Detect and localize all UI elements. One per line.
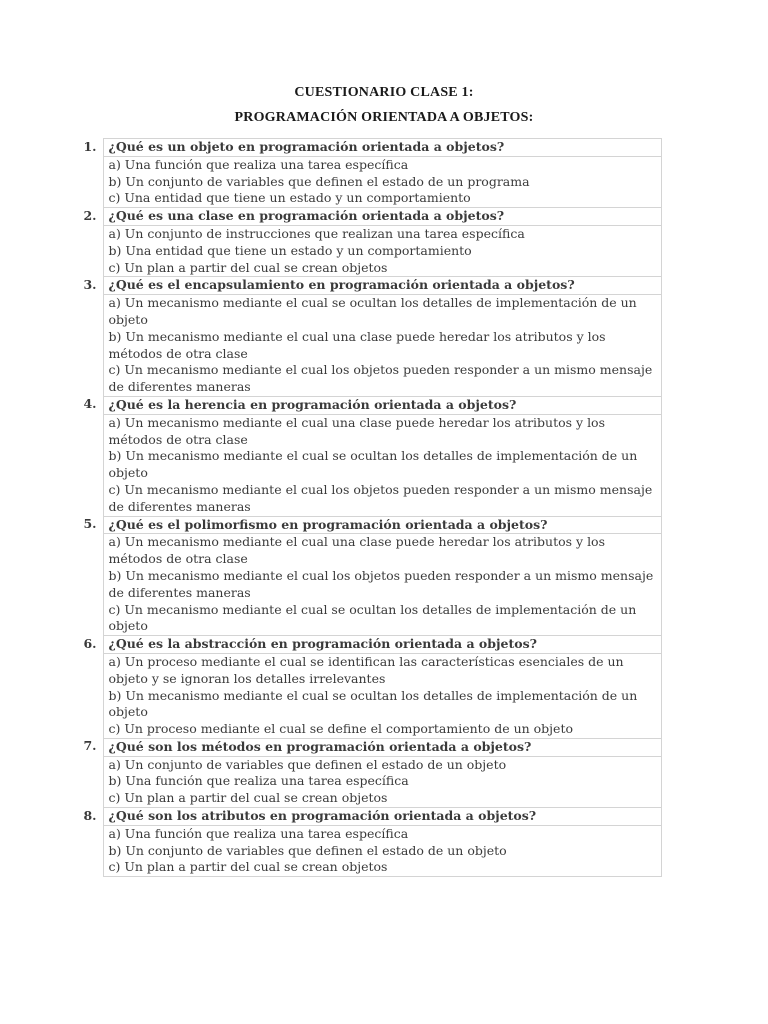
answer-option: b) Un mecanismo mediante el cual los objetos pueden responder a un mismo mensaje de diferentes maneras — [108, 567, 654, 600]
answer-option: a) Un mecanismo mediante el cual una clase puede heredar los atributos y los métodos de otra clase — [108, 534, 606, 567]
options-spacer — [77, 225, 103, 276]
options-row — [77, 156, 662, 207]
answer-options — [103, 534, 662, 636]
answer-option: b) Una función que realiza una tarea específica — [108, 773, 409, 789]
answer-option: a) Un mecanismo mediante el cual se ocultan los detalles de implementación de un objeto — [108, 295, 637, 327]
question-text: ¿Qué es un objeto en programación orientada a objetos? — [103, 139, 662, 157]
answer-option: c) Un plan a partir del cual se crean objetos — [108, 859, 388, 875]
answer-options — [103, 414, 662, 516]
question-number: 1. — [83, 138, 97, 154]
question-text: ¿Qué son los atributos en programación orientada a objetos? — [103, 808, 662, 826]
question-number: 7. — [83, 738, 97, 754]
options-row — [77, 225, 662, 276]
answer-option: b) Un mecanismo mediante el cual se ocultan los detalles de implementación de un objeto — [108, 687, 638, 720]
answer-option: c) Un proceso mediante el cual se define el comportamiento de un objeto — [108, 721, 574, 737]
answer-option: b) Un conjunto de variables que definen el estado de un objeto — [108, 842, 507, 858]
options-spacer — [77, 653, 103, 738]
answer-option: b) Un conjunto de variables que definen el estado de un programa — [108, 173, 530, 189]
answer-options — [103, 825, 662, 876]
options-spacer — [77, 825, 103, 876]
answer-option: a) Una función que realiza una tarea específica — [108, 156, 409, 172]
options-spacer — [77, 756, 103, 807]
answer-option: a) Un proceso mediante el cual se identifican las características esenciales de un objeto y se ignoran los detalles irrelevantes — [108, 653, 624, 686]
answer-option: b) Una entidad que tiene un estado y un comportamiento — [108, 242, 472, 258]
question-number: 5. — [83, 516, 97, 532]
answer-option: c) Un plan a partir del cual se crean objetos — [108, 259, 388, 275]
options-row — [77, 653, 662, 738]
answer-option: c) Un mecanismo mediante el cual los objetos pueden responder a un mismo mensaje de diferentes maneras — [108, 362, 653, 395]
question-row — [77, 738, 662, 756]
answer-option: a) Un conjunto de instrucciones que realizan una tarea específica — [108, 225, 525, 241]
answer-options — [103, 756, 662, 807]
question-number: 2. — [83, 207, 97, 223]
question-text: ¿Qué son los métodos en programación orientada a objetos? — [103, 738, 662, 756]
options-row — [77, 756, 662, 807]
answer-option: c) Un mecanismo mediante el cual los objetos pueden responder a un mismo mensaje de diferentes maneras — [108, 481, 653, 514]
question-row — [77, 808, 662, 826]
options-row — [77, 414, 662, 516]
answer-option: c) Un plan a partir del cual se crean objetos — [108, 790, 388, 806]
question-row — [77, 396, 662, 414]
options-spacer — [77, 156, 103, 207]
options-spacer — [77, 534, 103, 636]
question-row — [77, 636, 662, 654]
options-row — [77, 534, 662, 636]
answer-options — [103, 295, 662, 397]
answer-option: a) Un conjunto de variables que definen el estado de un objeto — [108, 756, 507, 772]
answer-option: b) Un mecanismo mediante el cual una clase puede heredar los atributos y los métodos de otra clase — [108, 328, 606, 361]
question-number: 3. — [83, 276, 97, 292]
questionnaire-table — [77, 138, 662, 877]
question-row — [77, 208, 662, 226]
page-title: CUESTIONARIO CLASE 1: — [294, 85, 474, 100]
page-subtitle: PROGRAMACIÓN ORIENTADA A OBJETOS: — [234, 110, 534, 125]
question-text: ¿Qué es el encapsulamiento en programación orientada a objetos? — [103, 277, 662, 295]
question-number: 4. — [83, 396, 97, 412]
options-spacer — [77, 295, 103, 397]
question-row — [77, 139, 662, 157]
question-row — [77, 277, 662, 295]
options-spacer — [77, 414, 103, 516]
answer-option: c) Una entidad que tiene un estado y un comportamiento — [108, 190, 471, 206]
question-number: 6. — [83, 635, 97, 651]
question-text: ¿Qué es la abstracción en programación orientada a objetos? — [103, 636, 662, 654]
answer-options — [103, 225, 662, 276]
question-text: ¿Qué es la herencia en programación orientada a objetos? — [103, 396, 662, 414]
answer-option: c) Un mecanismo mediante el cual se ocultan los detalles de implementación de un objeto — [108, 601, 637, 634]
answer-option: a) Un mecanismo mediante el cual una clase puede heredar los atributos y los métodos de otra clase — [108, 414, 606, 447]
answer-option: b) Un mecanismo mediante el cual se ocultan los detalles de implementación de un objeto — [108, 448, 638, 481]
question-text: ¿Qué es una clase en programación orientada a objetos? — [103, 208, 662, 226]
answer-options — [103, 156, 662, 207]
question-text: ¿Qué es el polimorfismo en programación orientada a objetos? — [103, 516, 662, 534]
answer-options — [103, 653, 662, 738]
options-row — [77, 295, 662, 397]
question-number: 8. — [83, 807, 97, 823]
question-row — [77, 516, 662, 534]
options-row — [77, 825, 662, 876]
answer-option: a) Una función que realiza una tarea específica — [108, 825, 409, 841]
